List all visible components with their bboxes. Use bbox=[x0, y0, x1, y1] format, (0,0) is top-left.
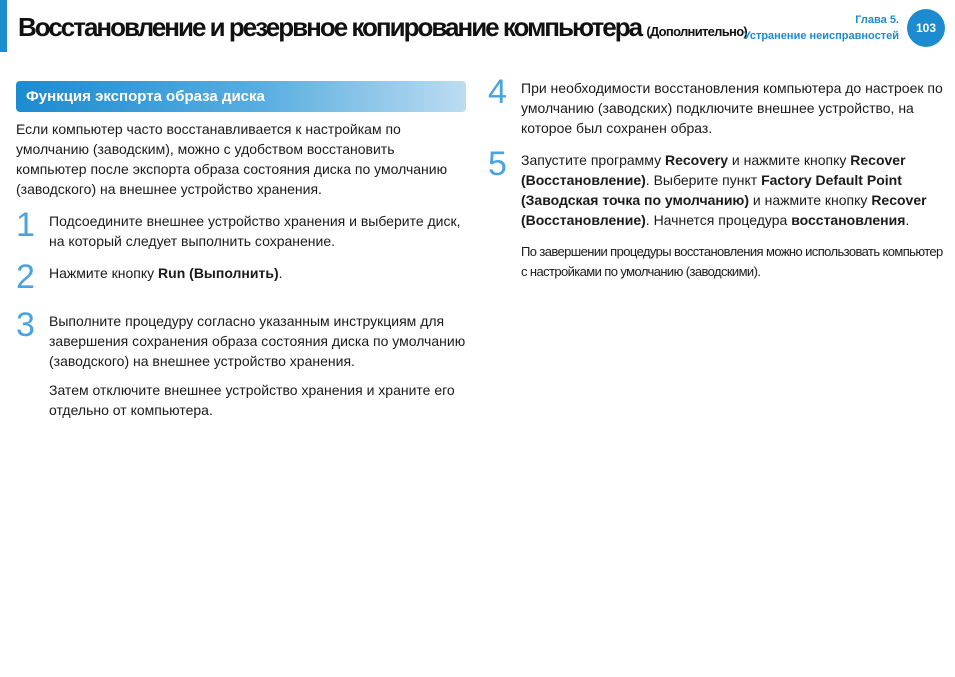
step-text-part: и нажмите кнопку bbox=[728, 152, 851, 168]
left-column bbox=[16, 81, 466, 420]
step-number: 2 bbox=[16, 258, 35, 296]
step-text: При необходимости восстановления компьютера до настроек по умолчанию (заводских) подключите внешнее устройство, на которое был сохранен образ. bbox=[521, 80, 943, 136]
step-text-part: . Начнется процедура bbox=[645, 212, 792, 228]
step-5 bbox=[488, 145, 943, 282]
step-text-part: . bbox=[905, 212, 910, 228]
page-title-subtitle: (Дополнительно) bbox=[646, 24, 748, 39]
step-text bbox=[521, 150, 943, 230]
step-text: Подсоедините внешнее устройство хранения и выберите диск, на который следует выполнить сохранение. bbox=[49, 213, 461, 249]
step-note: Затем отключите внешнее устройство хранения и храните его отдельно от компьютера. bbox=[49, 382, 455, 418]
header-accent-bar bbox=[0, 0, 7, 52]
chapter-label bbox=[744, 12, 899, 44]
step-note: По завершении процедуры восстановления можно использовать компьютер с настройками по умолчанию (заводскими). bbox=[521, 244, 943, 279]
step-1 bbox=[16, 206, 466, 251]
recover-button-label: Recover (Восстановление) bbox=[521, 152, 906, 188]
run-button-label: Run (Выполнить) bbox=[158, 265, 279, 281]
step-text-part: и нажмите кнопку bbox=[749, 192, 872, 208]
page-title-main: Восстановление и резервное копирование компьютера bbox=[18, 12, 642, 42]
page-title bbox=[18, 12, 747, 47]
step-text-part: Запустите программу bbox=[521, 152, 665, 168]
step-text-part: Нажмите кнопку bbox=[49, 265, 159, 281]
right-column bbox=[488, 73, 943, 282]
step-4 bbox=[488, 73, 943, 138]
step-number: 3 bbox=[16, 306, 35, 344]
step-text-part: . bbox=[278, 265, 283, 281]
step-number: 5 bbox=[488, 145, 507, 183]
step-2 bbox=[16, 258, 466, 296]
chapter-title: Устранение неисправностей bbox=[743, 30, 899, 42]
restore-word: восстановления bbox=[791, 212, 906, 228]
step-3 bbox=[16, 306, 466, 420]
section-header: Функция экспорта образа диска bbox=[16, 81, 466, 112]
recover-button-label: Recover (Восстановление) bbox=[521, 192, 927, 228]
step-number: 4 bbox=[488, 73, 507, 111]
step-text bbox=[49, 263, 466, 283]
step-number: 1 bbox=[16, 206, 35, 244]
factory-default-point-label: Factory Default Point (Заводская точка по умолчанию) bbox=[521, 172, 902, 208]
step-text-part: . Выберите пункт bbox=[645, 172, 762, 188]
page-number-badge: 103 bbox=[907, 9, 945, 47]
section-intro: Если компьютер часто восстанавливается к настройкам по умолчанию (заводским), можно с удобством восстановить компьютер после экспорта образа состояния диска по умолчанию (заводского) на внешнее устройство хранения. bbox=[16, 121, 448, 197]
step-text: Выполните процедуру согласно указанным инструкциям для завершения сохранения образа состояния диска по умолчанию (заводского) на внешнее устройство хранения. bbox=[49, 313, 466, 369]
recovery-program-label: Recovery bbox=[664, 152, 729, 168]
chapter-number: Глава 5. bbox=[855, 14, 899, 26]
